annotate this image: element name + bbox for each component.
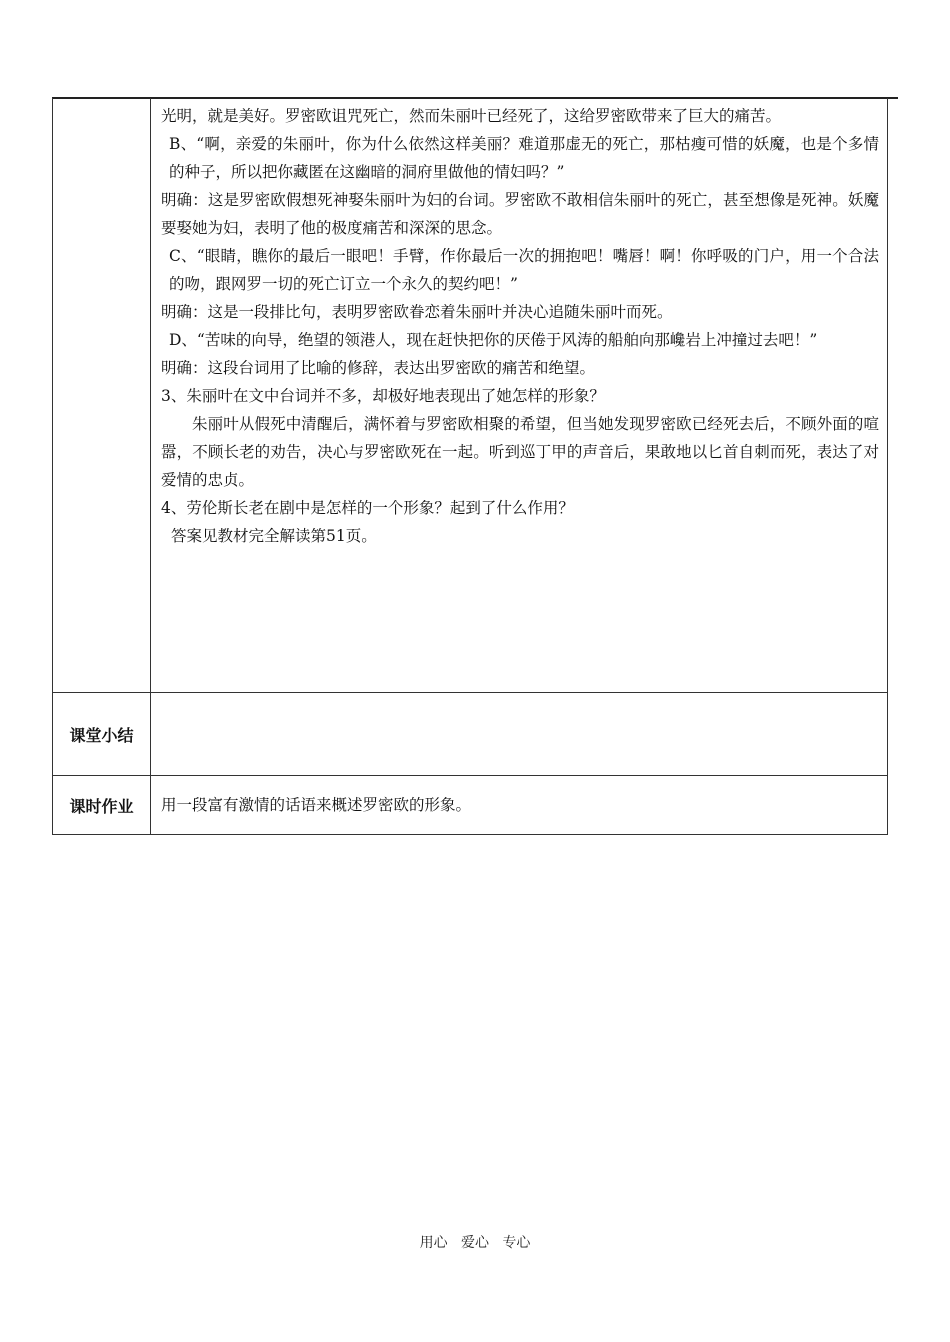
homework-row	[53, 776, 888, 835]
clarification-b: 明确：这是罗密欧假想死神娶朱丽叶为妇的台词。罗密欧不敢相信朱丽叶的死亡，甚至想像是死神。妖魔要娶她为妇，表明了他的极度痛苦和深深的思念。	[161, 191, 879, 237]
answer-4: 答案见教材完全解读第51页。	[171, 527, 377, 545]
summary-cell	[151, 693, 888, 776]
homework-label: 课时作业	[53, 776, 151, 835]
quote-d: D、“苦味的向导，绝望的领港人，现在赶快把你的厌倦于风涛的船舶向那巉岩上冲撞过去吧！”	[169, 331, 818, 349]
content-row	[53, 98, 888, 693]
clarification-d: 明确：这段台词用了比喻的修辞，表达出罗密欧的痛苦和绝望。	[161, 359, 596, 377]
question-3: 3、朱丽叶在文中台词并不多，却极好地表现出了她怎样的形象？	[161, 387, 605, 405]
page-footer: 用心 爱心 专心	[419, 1235, 531, 1251]
homework-cell	[151, 776, 888, 835]
homework-text: 用一段富有激情的话语来概述罗密欧的形象。	[161, 796, 472, 814]
content-cell	[151, 98, 888, 693]
quote-c: C、“眼睛，瞧你的最后一眼吧！手臂，作你最后一次的拥抱吧！嘴唇！啊！你呼吸的门户，用一个合法的吻，跟网罗一切的死亡订立一个永久的契约吧！”	[169, 247, 879, 293]
lesson-plan-table	[52, 98, 888, 835]
clarification-c: 明确：这是一段排比句，表明罗密欧眷恋着朱丽叶并决心追随朱丽叶而死。	[161, 303, 673, 321]
summary-row	[53, 693, 888, 776]
content-body	[151, 98, 887, 692]
summary-label: 课堂小结	[53, 693, 151, 776]
quote-b: B、“啊，亲爱的朱丽叶，你为什么依然这样美丽？难道那虚无的死亡，那枯瘦可惜的妖魔，也是个多情的种子，所以把你藏匿在这幽暗的洞府里做他的情妇吗？”	[169, 135, 879, 181]
content-label-cell	[53, 98, 151, 693]
paragraph: 光明，就是美好。罗密欧诅咒死亡，然而朱丽叶已经死了，这给罗密欧带来了巨大的痛苦。	[161, 107, 782, 125]
answer-3: 朱丽叶从假死中清醒后，满怀着与罗密欧相聚的希望，但当她发现罗密欧已经死去后，不顾外面的喧嚣，不顾长老的劝告，决心与罗密欧死在一起。听到巡丁甲的声音后，果敢地以匕首自刺而死，表达了对爱情的忠贞。	[161, 415, 879, 489]
question-4: 4、劳伦斯长老在剧中是怎样的一个形象？起到了什么作用？	[161, 499, 574, 517]
